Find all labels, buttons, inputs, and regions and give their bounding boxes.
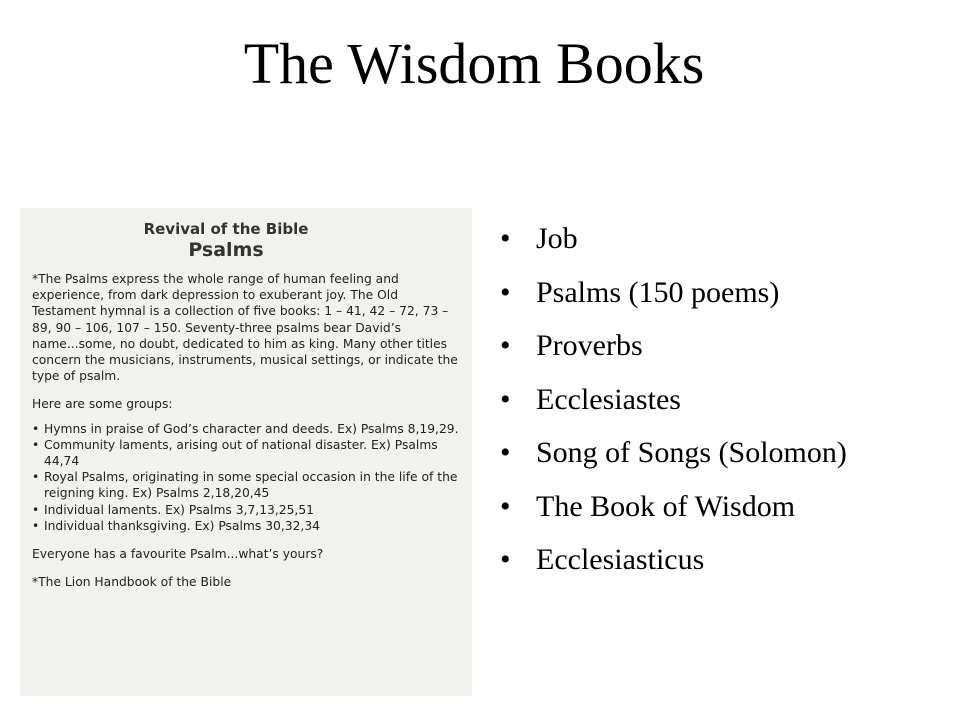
scan-header: Revival of the Bible [143,220,309,238]
scan-group-item [32,437,460,469]
scan-closing: Everyone has a favourite Psalm...what’s yours? [32,547,324,562]
scan-group-item [32,502,460,518]
book-name: Job [536,222,578,255]
book-name: The Book of Wisdom [536,489,796,523]
list-item [500,214,950,268]
list-item [500,535,950,589]
scan-group-text: Hymns in praise of God’s character and deeds. Ex) Psalms 8,19,29. [44,421,459,436]
bullet-icon: • [500,489,511,523]
list-item [500,375,950,429]
wisdom-books-list [500,214,950,589]
book-name: Psalms (150 poems) [536,275,780,309]
bullet-icon: • [32,437,40,452]
list-item [500,482,950,536]
bullet-icon: • [500,382,511,416]
scan-title: Psalms [188,239,264,261]
bullet-icon: • [500,329,511,362]
list-item [500,428,950,482]
list-item [500,268,950,322]
scan-intro-paragraph: *The Psalms express the whole range of human feeling and experience, from dark depression to exuberant joy. The Old Testament hymnal is a collection of five books: 1 – 41, 42 – 72, 73 – 89, 90 – 106, 107 – 150. Seventy-three psalms bear David’s name...some, no doubt, dedicated to him as king. Many other titles concern the musicians, instruments, musical settings, or indicate the type of psalm. [32,272,458,384]
scan-groups-list [32,421,460,534]
scan-groups-heading: Here are some groups: [32,397,173,412]
scan-group-text: Community laments, arising out of national disaster. Ex) Psalms 44,74 [44,437,438,469]
scan-group-item [32,421,460,437]
bullet-icon: • [500,222,511,255]
list-item [500,321,950,375]
scanned-psalms-page [20,208,472,696]
scan-group-text: Individual thanksgiving. Ex) Psalms 30,32,34 [44,518,320,533]
slide-title: The Wisdom Books [243,31,705,96]
book-name: Ecclesiasticus [536,543,705,576]
scan-group-text: Royal Psalms, originating in some special occasion in the life of the reigning king. Ex) Psalms 2,18,20,45 [44,470,458,501]
scan-group-item [32,518,460,534]
scan-source: *The Lion Handbook of the Bible [32,575,232,590]
book-name: Proverbs [536,329,643,362]
scan-group-text: Individual laments. Ex) Psalms 3,7,13,25,51 [44,502,314,517]
book-name: Ecclesiastes [536,382,681,416]
bullet-icon: • [500,436,511,469]
bullet-icon: • [32,518,40,533]
bullet-icon: • [32,421,40,436]
bullet-icon: • [500,543,511,576]
bullet-icon: • [32,502,40,517]
bullet-icon: • [32,470,40,485]
book-name: Song of Songs (Solomon) [536,436,847,469]
scan-group-item [32,469,460,501]
bullet-icon: • [500,275,511,309]
